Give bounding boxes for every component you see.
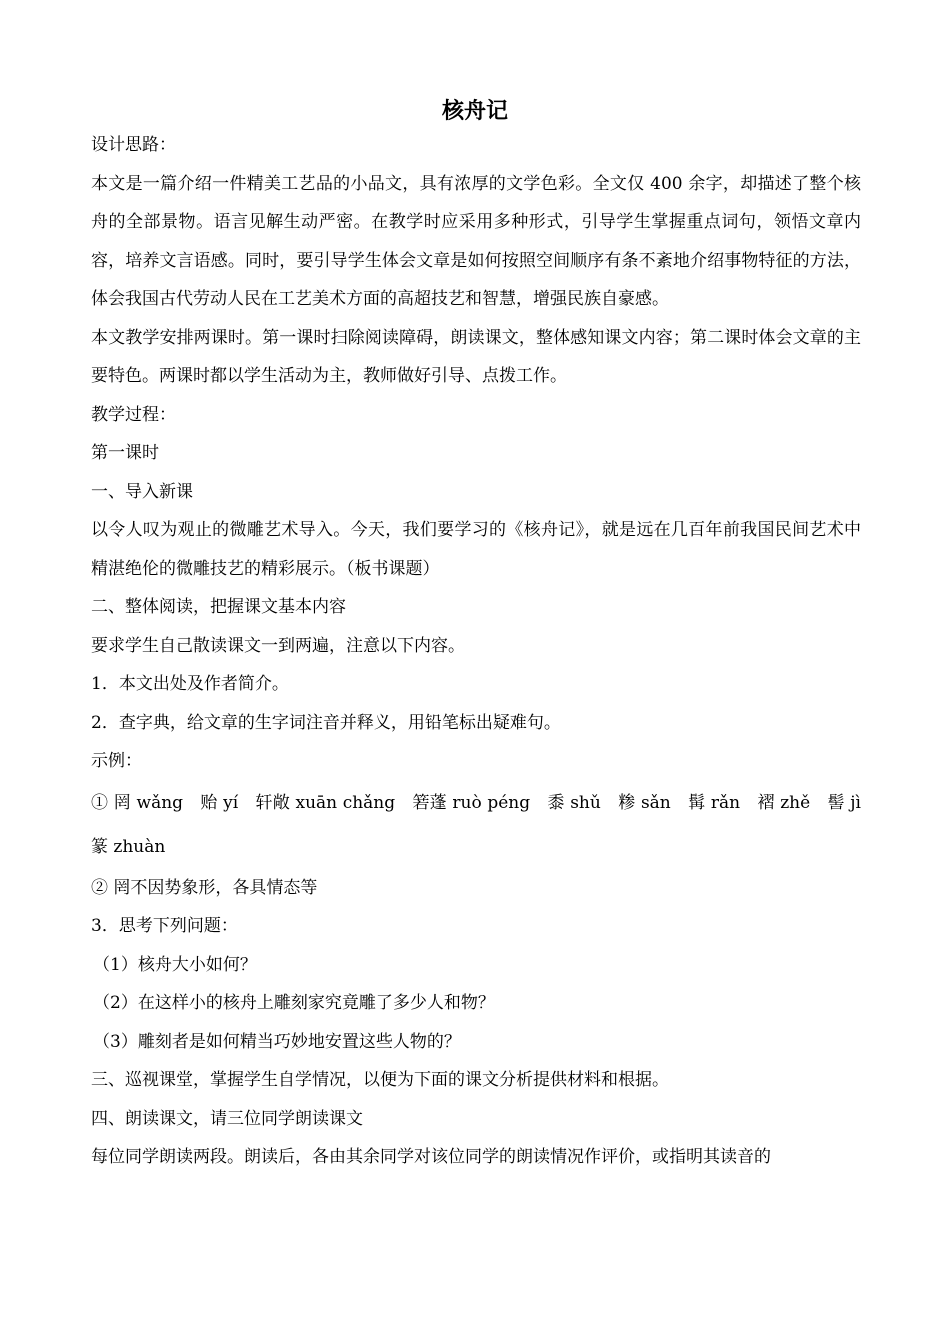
list-item-1: 1．本文出处及作者简介。	[91, 674, 289, 694]
lesson-heading-first: 第一课时	[91, 443, 159, 463]
paragraph-reading-evaluation: 每位同学朗读两段。朗读后，各由其余同学对该位同学的朗读情况作评价，或指明其读音的	[91, 1147, 771, 1167]
example-pronunciation: ① 罔 wǎng 贻 yí 轩敞 xuān chǎng 箬蓬 ruò péng 黍 shǔ 糁 sǎn 髯 rǎn 褶 zhě 髻 jì 篆 zhuàn	[91, 792, 878, 857]
paragraph-introduction: 以令人叹为观止的微雕艺术导入。今天，我们要学习的《核舟记》，就是远在几百年前我国民间艺术中精湛绝伦的微雕技艺的精彩展示。（板书课题）	[91, 520, 861, 579]
example-heading: 示例：	[91, 751, 142, 771]
question-3: （3）雕刻者是如何精当巧妙地安置这些人物的？	[93, 1031, 461, 1052]
question-2: （2）在这样小的核舟上雕刻家究竟雕了多少人和物？	[93, 993, 495, 1013]
list-item-3: 3．思考下列问题：	[91, 916, 238, 936]
step-heading-2: 二、整体阅读，把握课文基本内容	[91, 597, 346, 617]
example-phrase: ② 罔不因势象形，各具情态等	[91, 877, 318, 898]
list-item-2: 2．查字典，给文章的生字词注音并释义，用铅笔标出疑难句。	[91, 712, 561, 733]
section-heading-design-idea: 设计思路：	[91, 135, 176, 155]
section-heading-teaching-process: 教学过程：	[91, 404, 176, 425]
document-body	[91, 126, 878, 1177]
paragraph-reading-requirement: 要求学生自己散读课文一到两遍，注意以下内容。	[91, 635, 465, 656]
step-heading-1: 一、导入新课	[91, 481, 193, 502]
question-1: （1）核舟大小如何？	[93, 954, 257, 975]
paragraph-lesson-plan: 本文教学安排两课时。第一课时扫除阅读障碍，朗读课文，整体感知课文内容；第二课时体会文章的主要特色。两课时都以学生活动为主，教师做好引导、点拨工作。	[91, 327, 861, 386]
step-heading-4: 四、朗读课文，请三位同学朗读课文	[91, 1108, 363, 1129]
paragraph-design-idea: 本文是一篇介绍一件精美工艺品的小品文，具有浓厚的文学色彩。全文仅 400 余字，却描述了整个核舟的全部景物。语言见解生动严密。在教学时应采用多种形式，引导学生掌握重点词句，领悟文章内容，培养文言语感。同时，要引导学生体会文章是如何按照空间顺序有条不紊地介绍事物特征的方法，体会我国古代劳动人民在工艺美术方面的高超技艺和智慧，增强民族自豪感。	[91, 173, 861, 309]
step-heading-3: 三、巡视课堂，掌握学生自学情况，以便为下面的课文分析提供材料和根据。	[91, 1070, 669, 1090]
document-title: 核舟记	[441, 99, 508, 124]
